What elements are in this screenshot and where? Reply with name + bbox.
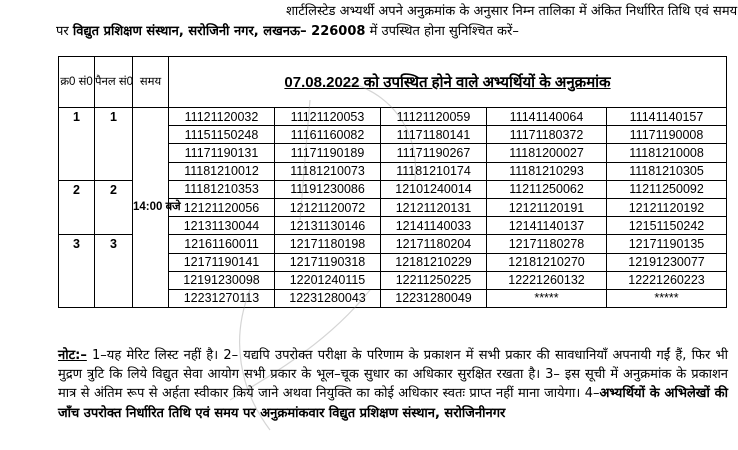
- roll-cell: 12121120192: [607, 198, 727, 216]
- roll-cell: 12131130146: [275, 217, 381, 235]
- roll-cell: 12211250225: [381, 271, 487, 289]
- roll-cell: 12181210229: [381, 253, 487, 271]
- roll-cell: 12231280043: [275, 289, 381, 307]
- roll-cell: 12121120056: [169, 198, 275, 216]
- note-bold-text: अभ्यर्थियों के अभिलेखों की जाँच उपरोक्त निर्धारित तिथि एवं समय पर अनुक्रमांकवार विद्युत प्रशिक्षण संस्थान, सरोजिनीनगर: [58, 386, 728, 421]
- roll-cell: 12121120131: [381, 198, 487, 216]
- intro-line-2: [56, 22, 716, 42]
- roll-cell: 12121120191: [487, 198, 607, 216]
- roll-cell: 12121120072: [275, 198, 381, 216]
- roll-number-table: [58, 56, 727, 308]
- roll-cell: 12171190141: [169, 253, 275, 271]
- roll-cell: 12221260223: [607, 271, 727, 289]
- serial-cell: 1: [59, 108, 95, 181]
- panel-cell: 2: [95, 180, 133, 235]
- roll-cell: 12171180278: [487, 235, 607, 253]
- roll-cell: 12181210270: [487, 253, 607, 271]
- intro-suffix: में उपस्थित होना सुनिश्चित करें–: [369, 24, 519, 39]
- note-text: 1–यह मेरिट लिस्ट नहीं है। 2– यद्यपि उपरोक्त परीक्षा के परिणाम के प्रकाशन में सभी प्रकार की सावधानियाँ अपनायी गईं हैं, फिर भी मुद्रण त्रुटि कि लिये विद्युत सेवा आयोग सभी प्रकार के भूल–चूक सुधार का अधिकार सुरक्षित रखता है। 3– इस सूची में अनुक्रमांक के प्रकाशन मात्र से अंतिम रूप से अर्हता स्वीकार किये जाने अथवा नियुक्ति का कोई अधिकार स्वतः प्राप्त नहीं माना जायेगा। 4–: [58, 348, 728, 402]
- intro-prefix: पर: [56, 24, 69, 39]
- time-cell: 14:00 बजे: [133, 180, 169, 235]
- table-row: [59, 108, 727, 126]
- roll-cell: 11181210012: [169, 162, 275, 180]
- roll-cell: 11181210293: [487, 162, 607, 180]
- roll-cell: 11121120053: [275, 108, 381, 126]
- roll-cell: 11141140064: [487, 108, 607, 126]
- roll-cell: 12231270113: [169, 289, 275, 307]
- header-time: समय: [133, 57, 169, 108]
- roll-cell: 12191230098: [169, 271, 275, 289]
- roll-cell: 11121120032: [169, 108, 275, 126]
- panel-cell: 3: [95, 235, 133, 308]
- header-roll-numbers: 07.08.2022 को उपस्थित होने वाले अभ्यर्थियों के अनुक्रमांक: [169, 57, 727, 108]
- roll-cell: 12171190135: [607, 235, 727, 253]
- roll-cell: 11171190008: [607, 126, 727, 144]
- venue-address: विद्युत प्रशिक्षण संस्थान, सरोजिनी नगर, लखनऊ– 226008: [72, 24, 366, 39]
- roll-cell: 11121120059: [381, 108, 487, 126]
- roll-cell: 11171190267: [381, 144, 487, 162]
- roll-cell: 11141140157: [607, 108, 727, 126]
- note-paragraph: [58, 346, 728, 423]
- roll-cell: 11151150248: [169, 126, 275, 144]
- intro-paragraph: [56, 2, 738, 42]
- roll-cell: 11181210305: [607, 162, 727, 180]
- roll-cell: 11171180372: [487, 126, 607, 144]
- roll-cell: 12171180204: [381, 235, 487, 253]
- roll-cell: 11181210008: [607, 144, 727, 162]
- roll-cell: 11211250092: [607, 180, 727, 198]
- roll-cell: 12131130044: [169, 217, 275, 235]
- roll-cell: 12141140137: [487, 217, 607, 235]
- table-row: [59, 235, 727, 253]
- roll-cell: 12101240014: [381, 180, 487, 198]
- table-header-row: [59, 57, 727, 108]
- roll-cell: 11191230086: [275, 180, 381, 198]
- roll-cell: 11171180141: [381, 126, 487, 144]
- roll-cell: 11181210353: [169, 180, 275, 198]
- roll-cell: *****: [487, 289, 607, 307]
- intro-line-1: शार्टलिस्टेड अभ्यर्थी अपने अनुक्रमांक के अनुसार निम्न तालिका में अंकित निर्धारित तिथि एवं समय: [286, 4, 738, 19]
- header-serial: क्र0 सं0: [59, 57, 95, 108]
- roll-cell: 12151150242: [607, 217, 727, 235]
- roll-cell: *****: [607, 289, 727, 307]
- roll-cell: 12221260132: [487, 271, 607, 289]
- time-cell-blank: [133, 235, 169, 308]
- roll-cell: 12171190318: [275, 253, 381, 271]
- time-cell-blank: [133, 108, 169, 181]
- roll-cell: 12231280049: [381, 289, 487, 307]
- serial-cell: 2: [59, 180, 95, 235]
- roll-cell: 11211250062: [487, 180, 607, 198]
- roll-cell: 11181210174: [381, 162, 487, 180]
- roll-cell: 11171190189: [275, 144, 381, 162]
- roll-cell: 11161160082: [275, 126, 381, 144]
- panel-cell: 1: [95, 108, 133, 181]
- roll-cell: 11171190131: [169, 144, 275, 162]
- roll-cell: 12171180198: [275, 235, 381, 253]
- serial-cell: 3: [59, 235, 95, 308]
- roll-cell: 12141140033: [381, 217, 487, 235]
- header-panel: पैनल सं0: [95, 57, 133, 108]
- roll-cell: 11181200027: [487, 144, 607, 162]
- roll-cell: 11181210073: [275, 162, 381, 180]
- table-row: [59, 180, 727, 198]
- note-label: नोट:–: [58, 348, 87, 363]
- roll-cell: 12191230077: [607, 253, 727, 271]
- roll-cell: 12161160011: [169, 235, 275, 253]
- roll-cell: 12201240115: [275, 271, 381, 289]
